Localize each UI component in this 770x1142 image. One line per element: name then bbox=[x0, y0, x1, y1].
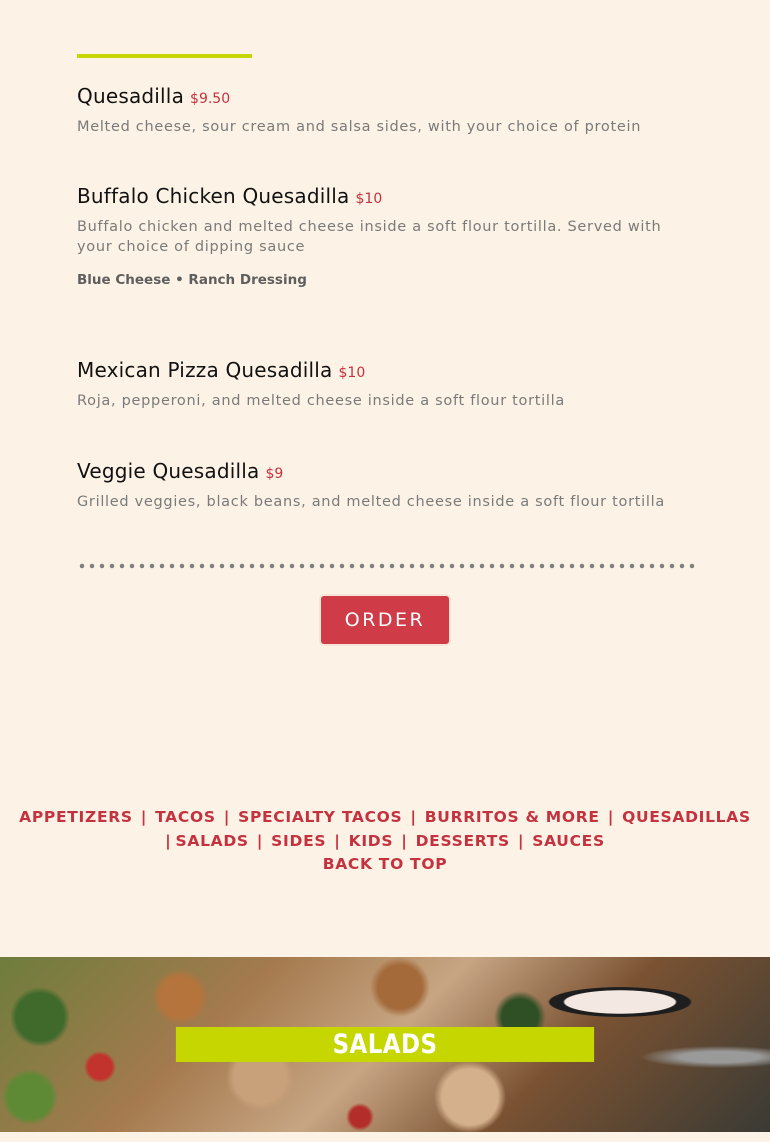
menu-item-veggie-quesadilla bbox=[77, 459, 693, 512]
menu-item-name: Veggie Quesadilla bbox=[77, 459, 260, 483]
dotted-divider bbox=[77, 563, 695, 569]
nav-separator: | bbox=[401, 831, 408, 850]
menu-item-description: Grilled veggies, black beans, and melted cheese inside a soft flour tortilla bbox=[77, 494, 665, 510]
category-nav bbox=[0, 806, 770, 877]
menu-item-title bbox=[77, 459, 693, 483]
menu-item-price: $10 bbox=[355, 191, 383, 207]
menu-item-name: Buffalo Chicken Quesadilla bbox=[77, 184, 350, 208]
nav-link-sides[interactable]: SIDES bbox=[271, 831, 327, 850]
menu-item-buffalo-chicken-quesadilla bbox=[77, 184, 693, 288]
menu-item-name: Mexican Pizza Quesadilla bbox=[77, 358, 333, 382]
nav-separator: | bbox=[256, 831, 264, 850]
menu-item-title bbox=[77, 184, 693, 208]
nav-link-specialty-tacos[interactable]: SPECIALTY TACOS bbox=[238, 808, 403, 826]
nav-link-desserts[interactable]: DESSERTS bbox=[415, 831, 510, 850]
menu-item-options: Blue Cheese • Ranch Dressing bbox=[77, 272, 307, 288]
menu-item-price: $9.50 bbox=[190, 91, 231, 107]
accent-divider bbox=[77, 54, 252, 58]
nav-separator: | bbox=[517, 831, 525, 850]
nav-link-tacos[interactable]: TACOS bbox=[155, 808, 216, 826]
menu-item-description: Melted cheese, sour cream and salsa sides, with your choice of protein bbox=[77, 119, 642, 135]
menu-item-mexican-pizza-quesadilla bbox=[77, 358, 693, 411]
nav-link-appetizers[interactable]: APPETIZERS bbox=[19, 808, 133, 826]
menu-item-quesadilla bbox=[77, 84, 693, 137]
nav-link-quesadillas[interactable]: QUESADILLAS bbox=[622, 808, 751, 826]
section-heading-salads: SALADS bbox=[176, 1027, 594, 1062]
nav-separator: | bbox=[223, 808, 231, 826]
nav-link-salads[interactable]: SALADS bbox=[175, 831, 249, 850]
menu-item-name: Quesadilla bbox=[77, 84, 185, 108]
nav-separator: | bbox=[165, 831, 172, 850]
nav-separator: | bbox=[334, 831, 341, 850]
nav-separator: | bbox=[410, 808, 417, 826]
nav-link-kids[interactable]: KIDS bbox=[348, 831, 394, 850]
menu-item-title bbox=[77, 358, 693, 382]
nav-link-burritos[interactable]: BURRITOS & MORE bbox=[424, 808, 600, 826]
menu-item-description: Buffalo chicken and melted cheese inside a soft flour tortilla. Served with your choice of dipping sauce bbox=[77, 219, 662, 255]
menu-item-price: $10 bbox=[338, 365, 366, 381]
nav-link-sauces[interactable]: SAUCES bbox=[532, 831, 605, 850]
menu-item-price: $9 bbox=[265, 466, 284, 482]
nav-link-back-to-top[interactable]: BACK TO TOP bbox=[322, 855, 448, 873]
order-button[interactable]: ORDER bbox=[321, 596, 449, 644]
menu-item-description: Roja, pepperoni, and melted cheese inside a soft flour tortilla bbox=[77, 393, 565, 409]
salads-banner-image bbox=[0, 957, 770, 1132]
nav-separator: | bbox=[607, 808, 615, 826]
menu-item-title bbox=[77, 84, 693, 108]
nav-separator: | bbox=[140, 808, 148, 826]
